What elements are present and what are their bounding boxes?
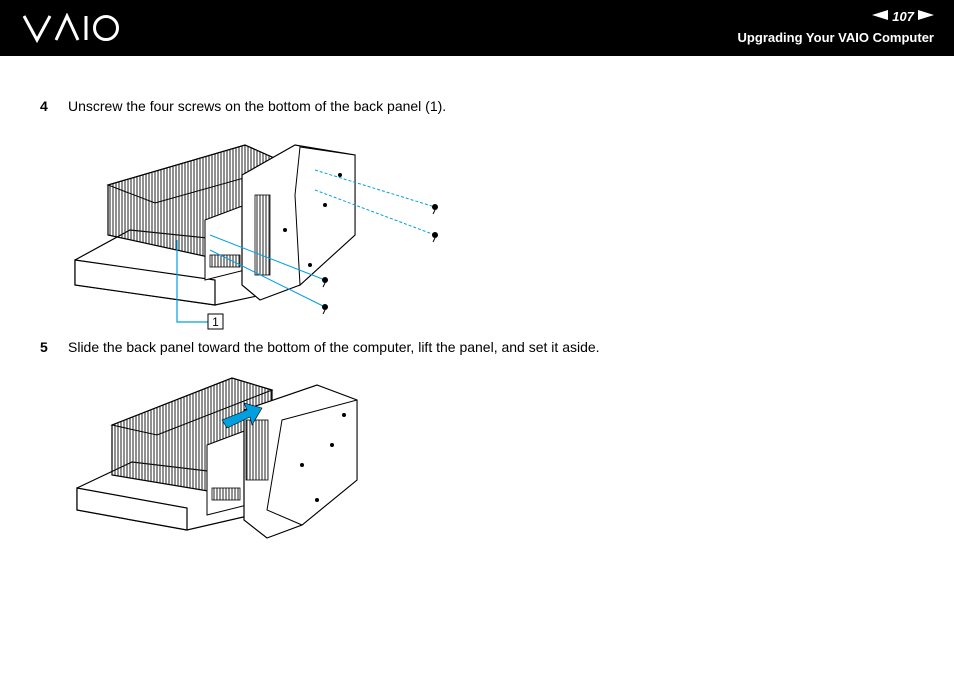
page-header bbox=[0, 0, 954, 56]
screw-icon bbox=[322, 304, 328, 314]
step-number: 4 bbox=[40, 98, 48, 114]
step-number: 5 bbox=[40, 339, 48, 355]
screw-icon bbox=[432, 204, 438, 214]
triangle-left-icon bbox=[872, 10, 888, 20]
screw-icon bbox=[322, 277, 328, 287]
vaio-logo bbox=[22, 13, 122, 43]
slide-panel-illustration bbox=[72, 370, 372, 545]
triangle-right-icon bbox=[918, 10, 934, 20]
step-5 bbox=[40, 339, 600, 355]
callout-label: 1 bbox=[212, 315, 219, 329]
page-navigation bbox=[872, 8, 934, 24]
step-text: Slide the back panel toward the bottom of the computer, lift the panel, and set it aside. bbox=[68, 339, 600, 355]
section-title: Upgrading Your VAIO Computer bbox=[737, 30, 934, 45]
screw-icon bbox=[432, 232, 438, 242]
page-number: 107 bbox=[892, 8, 914, 24]
remove-screws-illustration bbox=[70, 135, 450, 335]
step-4 bbox=[40, 98, 446, 114]
prev-page-button[interactable] bbox=[872, 7, 888, 25]
next-page-button[interactable] bbox=[918, 7, 934, 25]
step-text: Unscrew the four screws on the bottom of the back panel (1). bbox=[68, 98, 447, 114]
